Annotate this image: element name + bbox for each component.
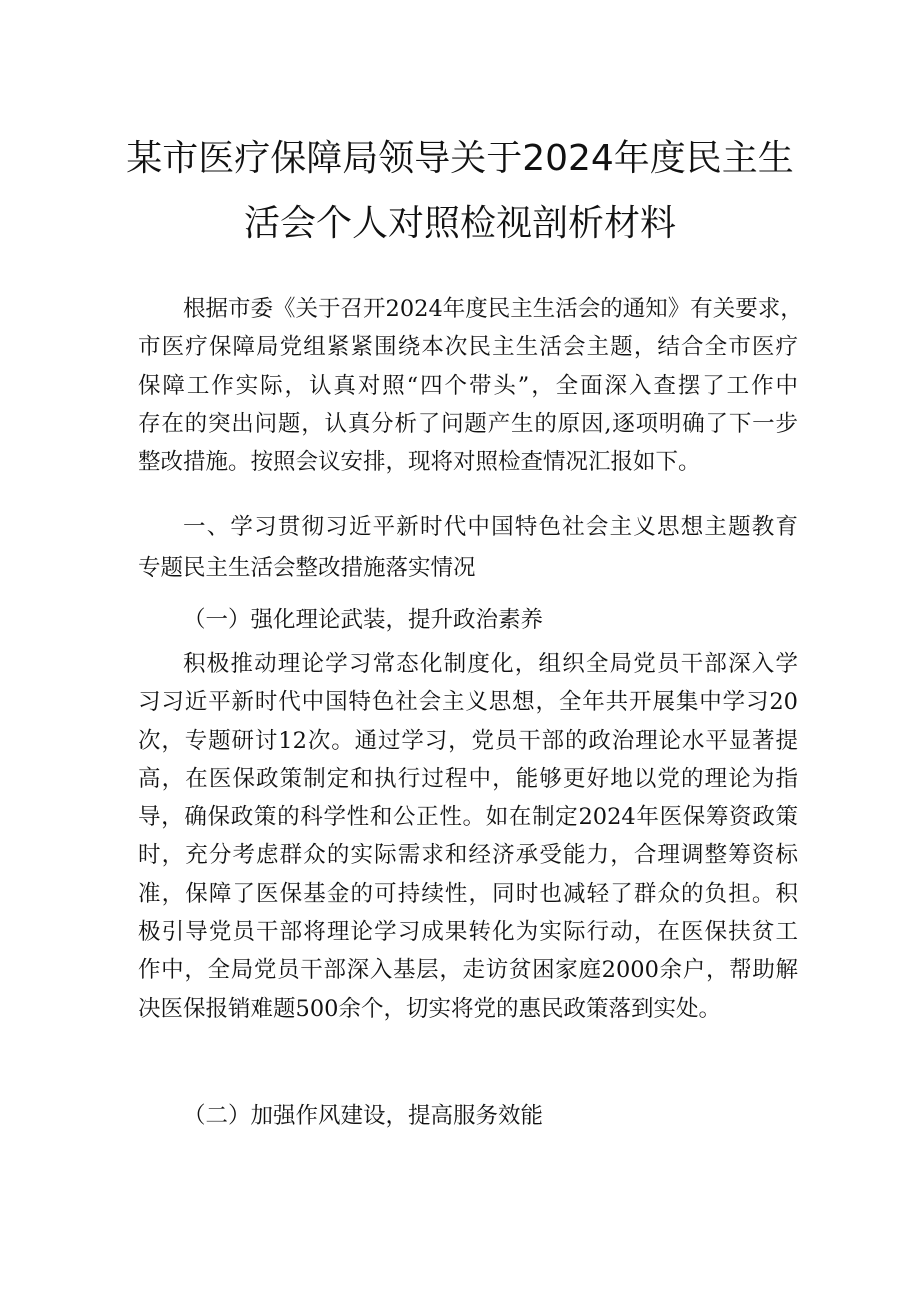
subsection-1-line-10: 决医保报销难题500余个，切实将党的惠民政策落到实处。 [138, 995, 721, 1022]
section-1-heading [138, 507, 798, 589]
section-1-heading-line-2: 专题民主生活会整改措施落实情况 [138, 555, 476, 581]
subsection-1-paragraph [138, 645, 798, 1028]
subsection-1-line-4: 高，在医保政策制定和执行过程中，能够更好地以党的理论为指 [138, 765, 798, 792]
subsection-1-line-9: 作中，全局党员干部深入基层，走访贫困家庭2000余户，帮助解 [138, 957, 798, 984]
subsection-1-line-7: 准，保障了医保基金的可持续性，同时也减轻了群众的负担。积 [138, 880, 798, 907]
intro-line-2: 市医疗保障局党组紧紧围绕本次民主生活会主题，结合全市医疗 [138, 334, 798, 361]
subsection-2-title: （二）加强作风建设，提高服务效能 [183, 1103, 544, 1129]
subsection-1-line-6: 时，充分考虑群众的实际需求和经济承受能力，合理调整筹资标 [138, 842, 798, 869]
intro-line-1: 根据市委《关于召开2024年度民主生活会的通知》有关要求， [183, 296, 803, 322]
subsection-1-line-8: 极引导党员干部将理论学习成果转化为实际行动，在医保扶贫工 [138, 919, 798, 946]
subsection-1-line-3: 次，专题研讨12次。通过学习，党员干部的政治理论水平显著提 [138, 727, 798, 754]
document-title-line-2: 活会个人对照检视剖析材料 [243, 203, 676, 244]
subsection-1-line-2: 习习近平新时代中国特色社会主义思想，全年共开展集中学习20 [138, 689, 798, 716]
subsection-1-title: （一）强化理论武装，提升政治素养 [183, 607, 544, 633]
intro-line-4: 存在的突出问题，认真分析了问题产生的原因,逐项明确了下一步 [138, 410, 798, 437]
intro-paragraph [138, 290, 803, 481]
document-title-line-1: 某市医疗保障局领导关于2024年度民主生 [126, 138, 794, 179]
section-1-heading-line-1: 一、学习贯彻习近平新时代中国特色社会主义思想主题教育 [183, 514, 798, 540]
intro-line-3: 保障工作实际，认真对照“四个带头”，全面深入查摆了工作中 [138, 372, 798, 399]
subsection-1-line-1: 积极推动理论学习常态化制度化，组织全局党员干部深入学 [183, 651, 798, 677]
subsection-1-line-5: 导，确保政策的科学性和公正性。如在制定2024年医保筹资政策 [138, 804, 798, 831]
intro-line-5: 整改措施。按照会议安排，现将对照检查情况汇报如下。 [138, 449, 701, 476]
